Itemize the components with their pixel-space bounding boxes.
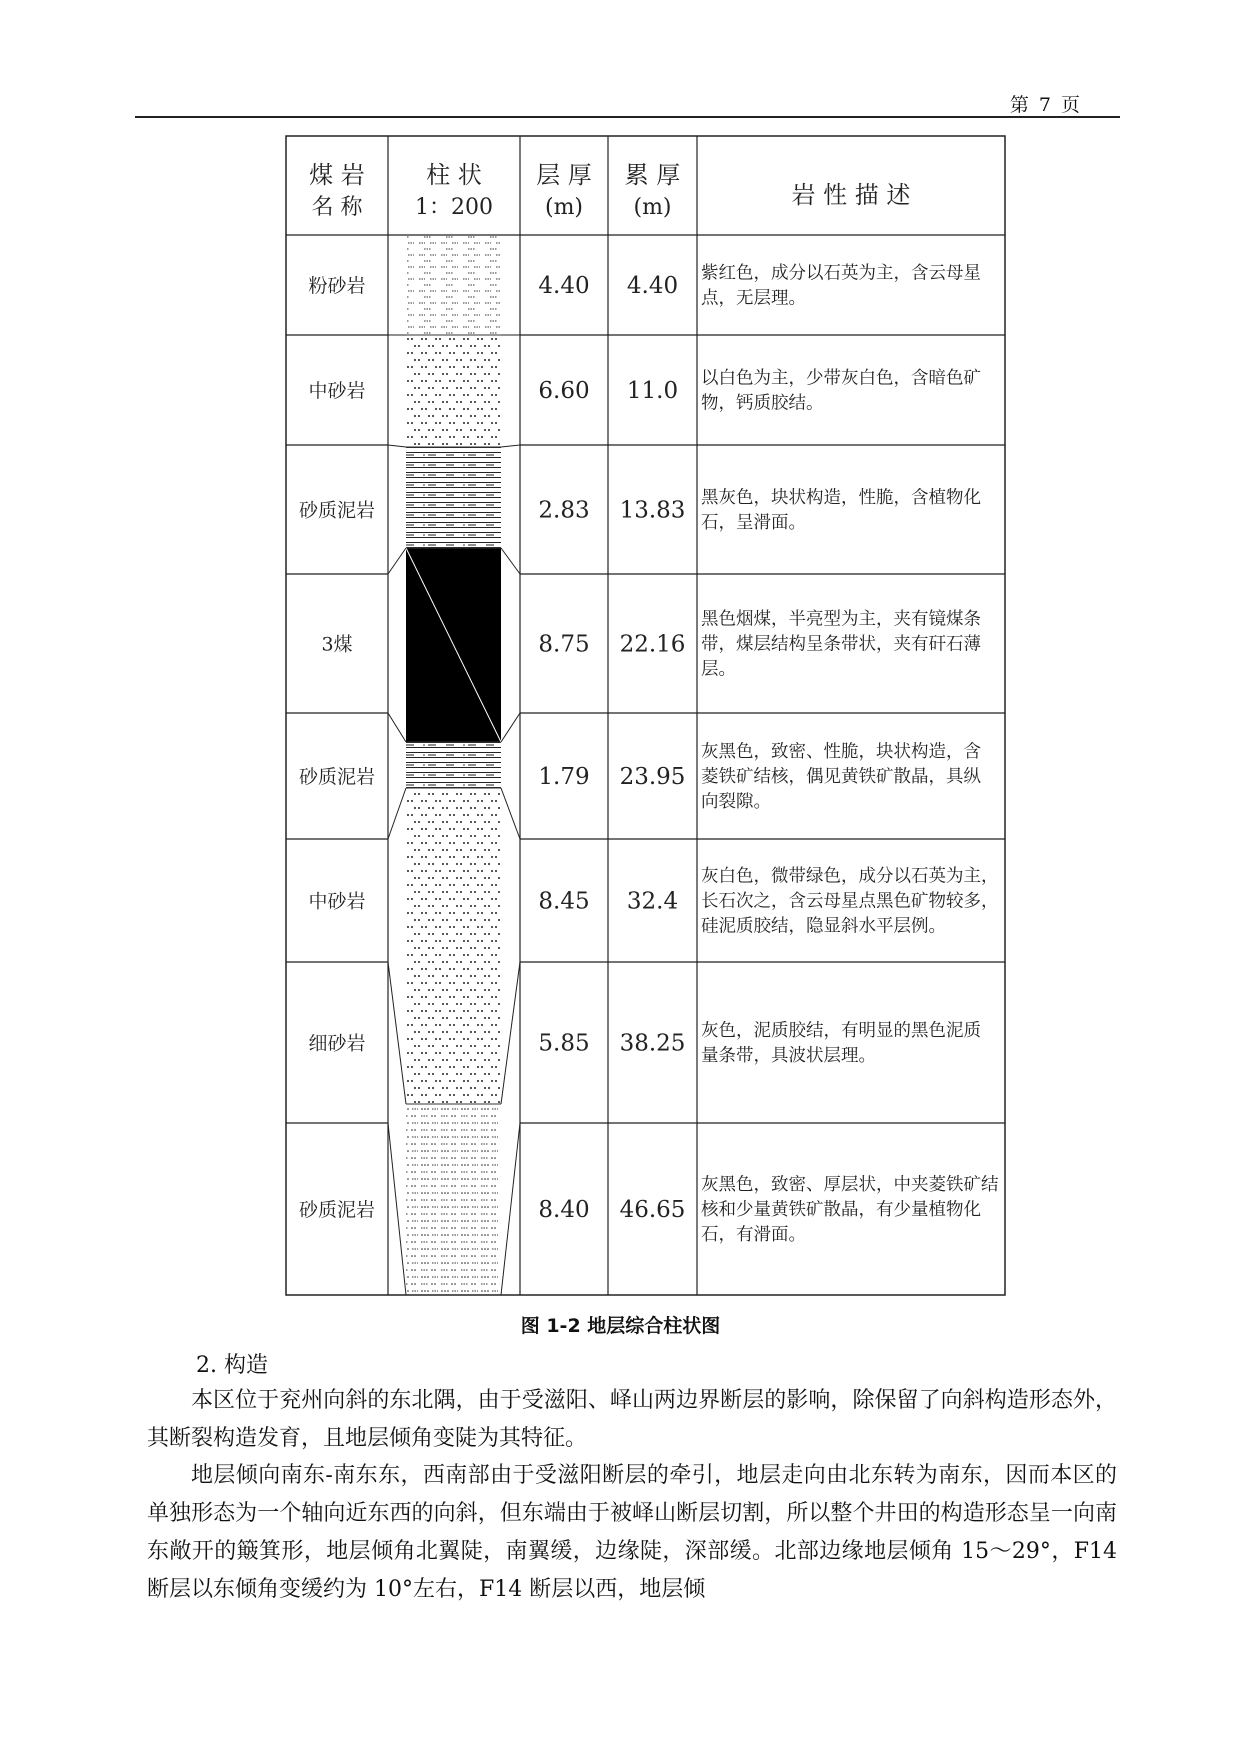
description-line: 硅泥质胶结，隐显斜水平层例。 xyxy=(701,916,946,937)
description-line: 灰色，泥质胶结，有明显的黑色泥质 xyxy=(701,1021,981,1041)
description-line: 石，呈滑面。 xyxy=(701,513,806,533)
cumulative-thickness: 13.83 xyxy=(619,497,686,524)
cumulative-thickness: 22.16 xyxy=(619,631,686,658)
header-cell: 岩 性 描 述 xyxy=(791,181,911,209)
lithology-siltstone xyxy=(406,235,501,335)
header-cell: 层 厚 xyxy=(536,161,592,189)
layer-thickness: 4.40 xyxy=(538,273,590,299)
layer-thickness: 8.45 xyxy=(538,888,590,915)
lithology-name: 3煤 xyxy=(321,633,353,656)
description-line: 向裂隙。 xyxy=(701,792,771,812)
description-line: 物，钙质胶结。 xyxy=(701,393,824,414)
row-connector xyxy=(501,548,520,574)
description-line: 带，煤层结构呈条带状，夹有矸石薄 xyxy=(701,634,981,655)
layer-thickness: 8.75 xyxy=(538,631,590,658)
lithology-name: 中砂岩 xyxy=(308,380,366,402)
body-paragraph: 地层倾向南东-南东东，西南部由于受滋阳断层的牵引，地层走向由北东转为南东，因而本区的单独形态为一个轴向近东西的向斜，但东端由于被峄山断层切割，所以整个井田的构造形态呈一向南东敞开的簸箕形，地层倾角北翼陡，南翼缓，边缘陡，深部缓。北部边缘地层倾角 15～29°，F14 断层以东倾角变缓约为 10°左右，F14 断层以西，地层倾 xyxy=(147,1463,1117,1602)
lithology-name: 砂质泥岩 xyxy=(298,499,376,522)
description-line: 紫红色，成分以石英为主，含云母星 xyxy=(701,263,981,284)
lithology-medium-sandstone xyxy=(406,335,501,447)
cumulative-thickness: 4.40 xyxy=(626,273,679,299)
row-connector xyxy=(501,788,520,839)
row-connector xyxy=(388,445,406,447)
lithology-sandy-mudstone xyxy=(406,447,501,548)
lithology-name: 砂质泥岩 xyxy=(298,766,376,788)
cumulative-thickness: 38.25 xyxy=(619,1030,686,1057)
row-connector xyxy=(501,1123,520,1295)
layer-thickness: 5.85 xyxy=(538,1030,590,1057)
description-line: 灰黑色，致密、厚层状，中夹菱铁矿结 xyxy=(701,1175,999,1195)
lithology-name: 中砂岩 xyxy=(308,890,366,913)
header-cell: 累 厚 xyxy=(624,161,681,189)
header-cell: 煤 岩 xyxy=(309,161,365,189)
figure-caption: 图 1-2 地层综合柱状图 xyxy=(520,1315,721,1337)
page-number: 第 7 页 xyxy=(1009,94,1082,116)
description-line: 黑色烟煤，半亮型为主，夹有镜煤条 xyxy=(701,609,981,630)
layer-thickness: 6.60 xyxy=(538,378,590,404)
cumulative-thickness: 11.0 xyxy=(626,378,679,404)
header-cell: 名 称 xyxy=(311,195,363,220)
header-cell: (m) xyxy=(633,195,672,220)
cumulative-thickness: 32.4 xyxy=(626,888,679,915)
header-cell: 1：200 xyxy=(415,195,493,220)
body-paragraph: 本区位于兖州向斜的东北隅，由于受滋阳、峄山两边界断层的影响，除保留了向斜构造形态外，其断裂构造发育，且地层倾角变陡为其特征。 xyxy=(147,1388,1117,1451)
row-connector xyxy=(388,1123,406,1295)
description-line: 点，无层理。 xyxy=(701,288,806,309)
lithology-name: 砂质泥岩 xyxy=(298,1199,376,1221)
section-heading: 2. 构造 xyxy=(196,1353,268,1378)
header-cell: 柱 状 xyxy=(426,161,482,189)
lithology-name: 细砂岩 xyxy=(308,1032,366,1055)
layer-thickness: 1.79 xyxy=(538,764,590,790)
description-line: 菱铁矿结核，偶见黄铁矿散晶，具纵 xyxy=(701,767,981,787)
description-line: 核和少量黄铁矿散晶，有少量植物化 xyxy=(701,1200,981,1220)
row-connector xyxy=(388,962,406,1104)
description-line: 灰黑色，致密、性脆，块状构造，含 xyxy=(701,742,981,762)
row-connector xyxy=(501,713,520,742)
description-line: 石，有滑面。 xyxy=(701,1225,806,1245)
description-line: 黑灰色，块状构造，性脆，含植物化 xyxy=(701,488,981,508)
lithology-fine-sandstone xyxy=(406,1104,501,1295)
row-connector xyxy=(501,962,520,1104)
row-connector xyxy=(388,788,406,839)
description-line: 长石次之，含云母星点黑色矿物较多， xyxy=(701,891,999,912)
description-line: 量条带，具波状层理。 xyxy=(701,1046,876,1066)
row-connector xyxy=(501,445,520,447)
cumulative-thickness: 23.95 xyxy=(619,764,686,790)
layer-thickness: 8.40 xyxy=(538,1197,590,1223)
cumulative-thickness: 46.65 xyxy=(619,1197,686,1223)
row-connector xyxy=(388,548,406,574)
table-frame xyxy=(286,136,1005,1295)
lithology-medium-sandstone xyxy=(406,788,501,1104)
lithology-sandy-mudstone xyxy=(406,742,501,788)
layer-thickness: 2.83 xyxy=(538,497,590,524)
description-line: 以白色为主，少带灰白色，含暗色矿 xyxy=(701,368,981,389)
lithology-name: 粉砂岩 xyxy=(308,275,366,297)
row-connector xyxy=(388,713,406,742)
description-line: 层。 xyxy=(701,659,736,680)
description-line: 灰白色，微带绿色，成分以石英为主， xyxy=(701,866,999,887)
header-cell: (m) xyxy=(544,195,584,220)
